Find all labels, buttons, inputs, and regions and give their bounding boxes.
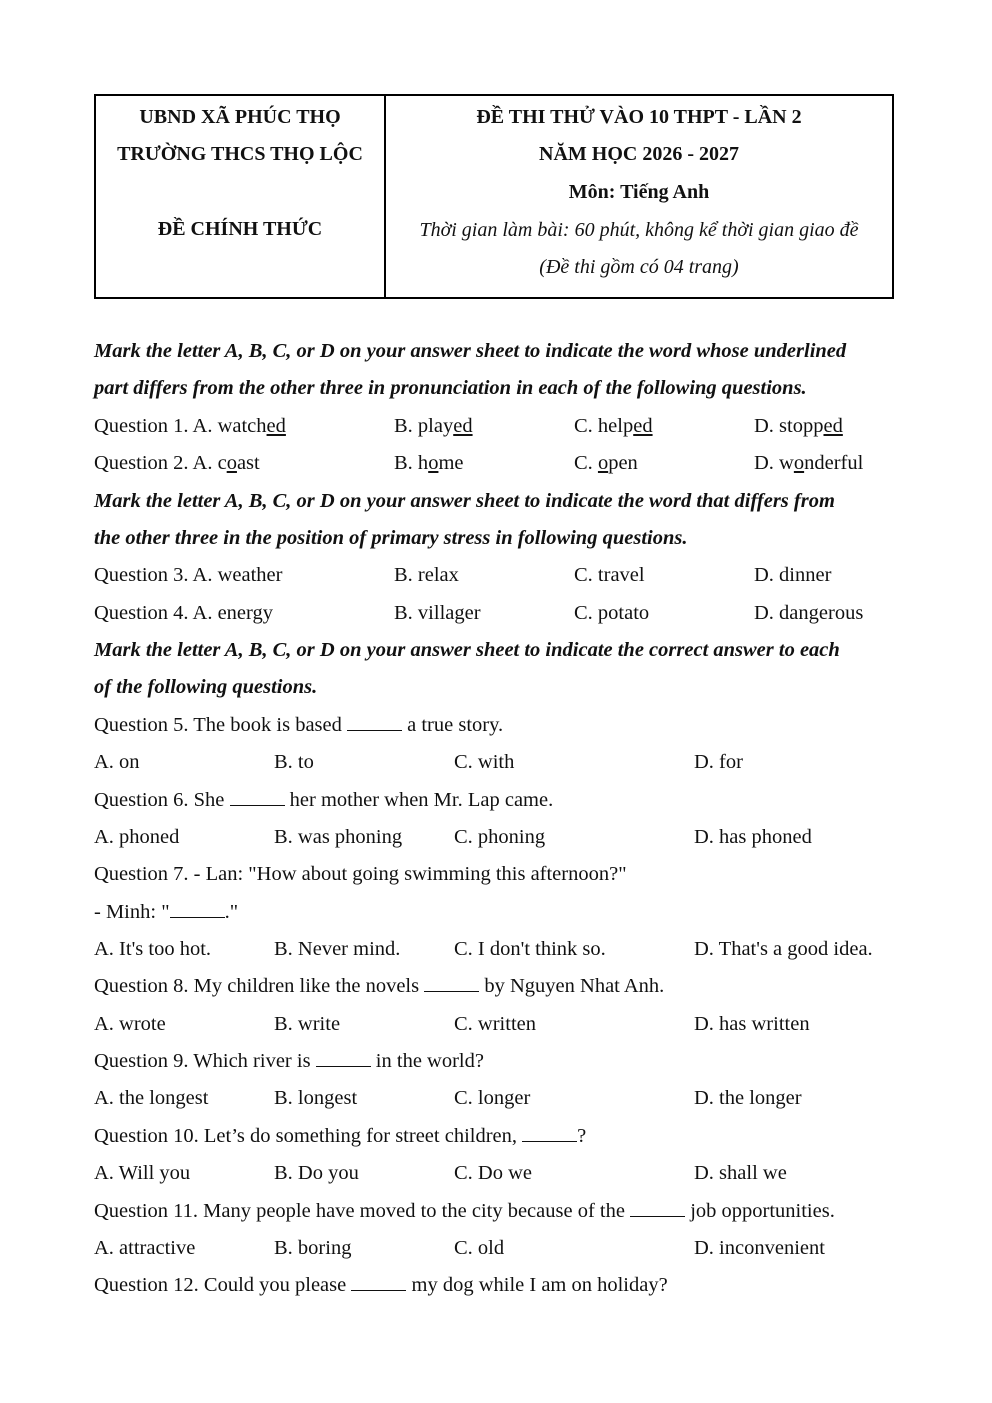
question-7: Question 7. - Lan: "How about going swimming this afternoon?": [94, 863, 627, 885]
option-b: B. relax: [394, 564, 459, 586]
district-name: UBND XÃ PHÚC THỌ: [139, 106, 341, 128]
option-d: D. wonderful: [754, 452, 864, 474]
option-b: B. write: [274, 1013, 341, 1035]
option-a: A. watched: [192, 415, 286, 437]
option-c: C. with: [454, 751, 515, 773]
question-number: Question 4.: [94, 602, 193, 624]
underlined-part: o: [428, 452, 439, 474]
option-c: C. open: [574, 452, 638, 474]
option-d: D. stopped: [754, 415, 843, 437]
option-b: B. to: [274, 751, 314, 773]
option-b: B. Do you: [274, 1162, 359, 1184]
instruction-stress-line2: the other three in the position of primary stress in following questions.: [94, 527, 688, 549]
question-number: Question 1.: [94, 415, 193, 437]
instruction-pronunciation-line1: Mark the letter A, B, C, or D on your answer sheet to indicate the word whose underlined: [94, 340, 847, 362]
time-allowed: Thời gian làm bài: 60 phút, không kể thời gian giao đề: [419, 219, 859, 241]
school-info: [96, 96, 386, 297]
answer-blank: [230, 790, 285, 806]
option-a: A. attractive: [94, 1237, 196, 1259]
answer-blank: [351, 1275, 406, 1291]
question-12: Question 12. Could you please my dog while I am on holiday?: [94, 1274, 668, 1296]
option-c: C. helped: [574, 415, 653, 437]
option-c: C. longer: [454, 1087, 531, 1109]
underlined-part: ed: [823, 415, 843, 437]
question-3: [94, 564, 282, 587]
option-b: B. played: [394, 415, 473, 437]
option-a: A. wrote: [94, 1013, 166, 1035]
option-a: A. on: [94, 751, 140, 773]
instruction-correct-line2: of the following questions.: [94, 676, 318, 698]
option-a: A. energy: [192, 602, 273, 624]
option-d: D. for: [694, 751, 743, 773]
question-9: Question 9. Which river is in the world?: [94, 1050, 484, 1072]
page-count: (Đề thi gồm có 04 trang): [539, 256, 739, 278]
question-number: Question 2.: [94, 452, 193, 474]
option-a: A. weather: [192, 564, 283, 586]
option-d: D. the longer: [694, 1087, 802, 1109]
option-b: B. longest: [274, 1087, 358, 1109]
option-d: D. inconvenient: [694, 1237, 825, 1259]
subject: Môn: Tiếng Anh: [568, 181, 710, 203]
question-5: Question 5. The book is based a true story.: [94, 714, 504, 736]
option-b: B. villager: [394, 602, 481, 624]
question-7-reply: - Minh: " .": [94, 901, 239, 923]
question-8: Question 8. My children like the novels by Nguyen Nhat Anh.: [94, 975, 665, 997]
option-c: C. potato: [574, 602, 650, 624]
option-b: B. was phoning: [274, 826, 403, 848]
school-name: TRƯỜNG THCS THỌ LỘC: [117, 143, 363, 165]
question-10: Question 10. Let’s do something for street children, ?: [94, 1125, 587, 1147]
option-c: C. phoning: [454, 826, 546, 848]
underlined-part: o: [597, 452, 609, 474]
option-d: D. That's a good idea.: [694, 938, 873, 960]
option-a: A. the longest: [94, 1087, 209, 1109]
instruction-correct-line1: Mark the letter A, B, C, or D on your answer sheet to indicate the correct answer to each: [94, 639, 840, 661]
option-b: B. home: [394, 452, 464, 474]
exam-header-box: [94, 94, 894, 299]
option-c: C. old: [454, 1237, 505, 1259]
option-d: D. has written: [694, 1013, 810, 1035]
question-1: [94, 415, 286, 438]
option-d: D. has phoned: [694, 826, 812, 848]
option-a: A. Will you: [94, 1162, 191, 1184]
answer-blank: [522, 1126, 577, 1142]
option-b: B. boring: [274, 1237, 352, 1259]
exam-info: [386, 96, 892, 297]
underlined-part: o: [793, 452, 805, 474]
underlined-part: o: [226, 452, 237, 474]
option-c: C. written: [454, 1013, 536, 1035]
option-c: C. I don't think so.: [454, 938, 606, 960]
school-year: NĂM HỌC 2026 - 2027: [539, 143, 739, 165]
option-a: A. coast: [192, 452, 260, 474]
option-a: A. It's too hot.: [94, 938, 212, 960]
option-d: D. dangerous: [754, 602, 864, 624]
instruction-stress-line1: Mark the letter A, B, C, or D on your answer sheet to indicate the word that differs from: [94, 490, 835, 512]
option-c: C. Do we: [454, 1162, 533, 1184]
answer-blank: [424, 976, 479, 992]
option-c: C. travel: [574, 564, 645, 586]
question-4: [94, 602, 273, 625]
option-a: A. phoned: [94, 826, 180, 848]
question-11: Question 11. Many people have moved to the city because of the job opportunities.: [94, 1200, 835, 1222]
underlined-part: ed: [633, 415, 653, 437]
option-b: B. Never mind.: [274, 938, 401, 960]
underlined-part: ed: [266, 415, 286, 437]
answer-blank: [347, 715, 402, 731]
question-2: [94, 452, 260, 475]
answer-blank: [316, 1051, 371, 1067]
answer-blank: [630, 1201, 685, 1217]
answer-blank: [170, 902, 225, 918]
question-number: Question 3.: [94, 564, 193, 586]
exam-title: ĐỀ THI THỬ VÀO 10 THPT - LẦN 2: [476, 106, 802, 128]
question-6: Question 6. She her mother when Mr. Lap came.: [94, 789, 554, 811]
instruction-pronunciation-line2: part differs from the other three in pronunciation in each of the following questions.: [94, 377, 807, 399]
official-exam-label: ĐỀ CHÍNH THỨC: [157, 218, 323, 240]
option-d: D. dinner: [754, 564, 832, 586]
underlined-part: ed: [453, 415, 473, 437]
option-d: D. shall we: [694, 1162, 787, 1184]
